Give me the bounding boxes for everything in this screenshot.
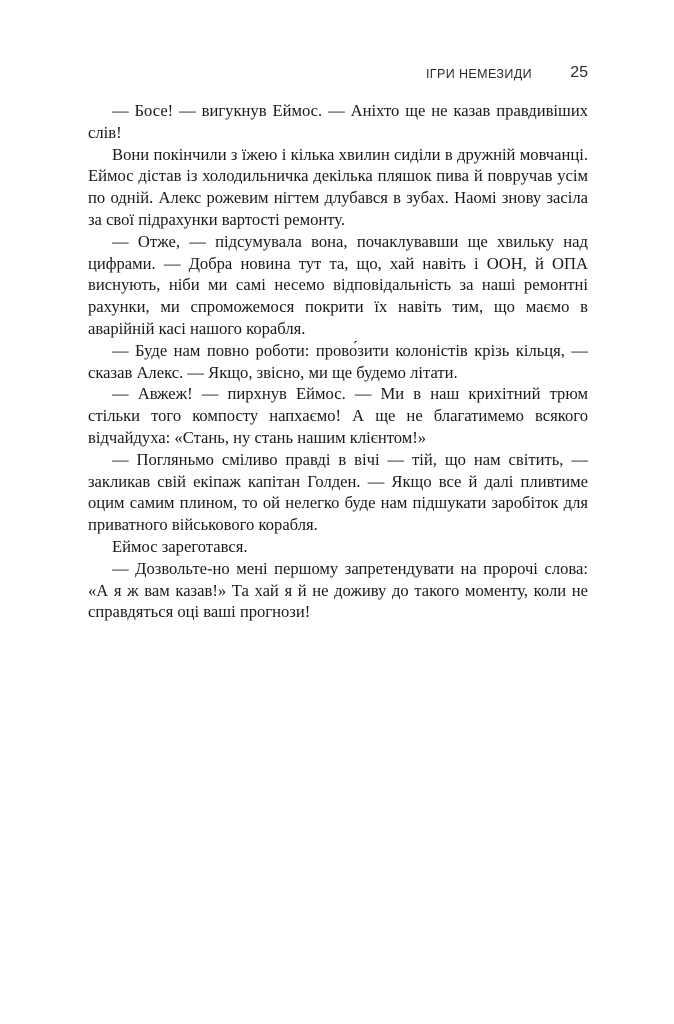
paragraph: Еймос зареготався. [112, 536, 248, 556]
paragraph: — Отже, — підсумувала вона, почаклувавши ще хвильку над цифрами. — Добра новина тут та, що, хай навіть і ООН, й ОПА виснують, ніби ми самі несемо відповідальність за наші ремонтні рахунки, ми спроможемося покрити їх навіть тим, що маємо в аварійній касі нашого корабля. [88, 231, 588, 338]
running-head [88, 64, 588, 84]
page-number: 25 [570, 64, 588, 81]
paragraph: — Буде нам повно роботи: прово́зити колоністів крізь кільця, — сказав Алекс. — Якщо, звісно, ми ще будемо літати. [88, 340, 588, 382]
paragraph: — Дозвольте-но мені першому запретендувати на пророчі слова: «А я ж вам казав!» Та хай я й не доживу до такого моменту, коли не справдяться оці ваші прогнози! [88, 558, 588, 622]
running-title: ІГРИ НЕМЕЗИДИ [425, 67, 532, 81]
body-text [88, 100, 588, 623]
paragraph: — Погляньмо сміливо правді в вічі — тій, що нам світить, — закликав свій екіпаж капітан Голден. — Якщо все й далі пливтиме оцим самим плином, то ой нелегко буде нам підшукати заробіток для приватного військового корабля. [88, 449, 588, 535]
paragraph: — Босе! — вигукнув Еймос. — Аніхто ще не казав правдивіших слів! [88, 101, 588, 142]
paragraph: — Авжеж! — пирхнув Еймос. — Ми в наш крихітний трюм стільки того компосту напхаємо! А ще не благатимемо всякого відчайдуха: «Стань, ну стань нашим клієнтом!» [88, 384, 588, 447]
paragraph: Вони покінчили з їжею і кілька хвилин сиділи в дружній мовчанці. Еймос дістав із холодильничка декілька пляшок пива й повручав усім по одній. Алекс рожевим нігтем длубався в зубах. Наомі знову засіла за свої підрахунки вартості ремонту. [88, 144, 588, 229]
